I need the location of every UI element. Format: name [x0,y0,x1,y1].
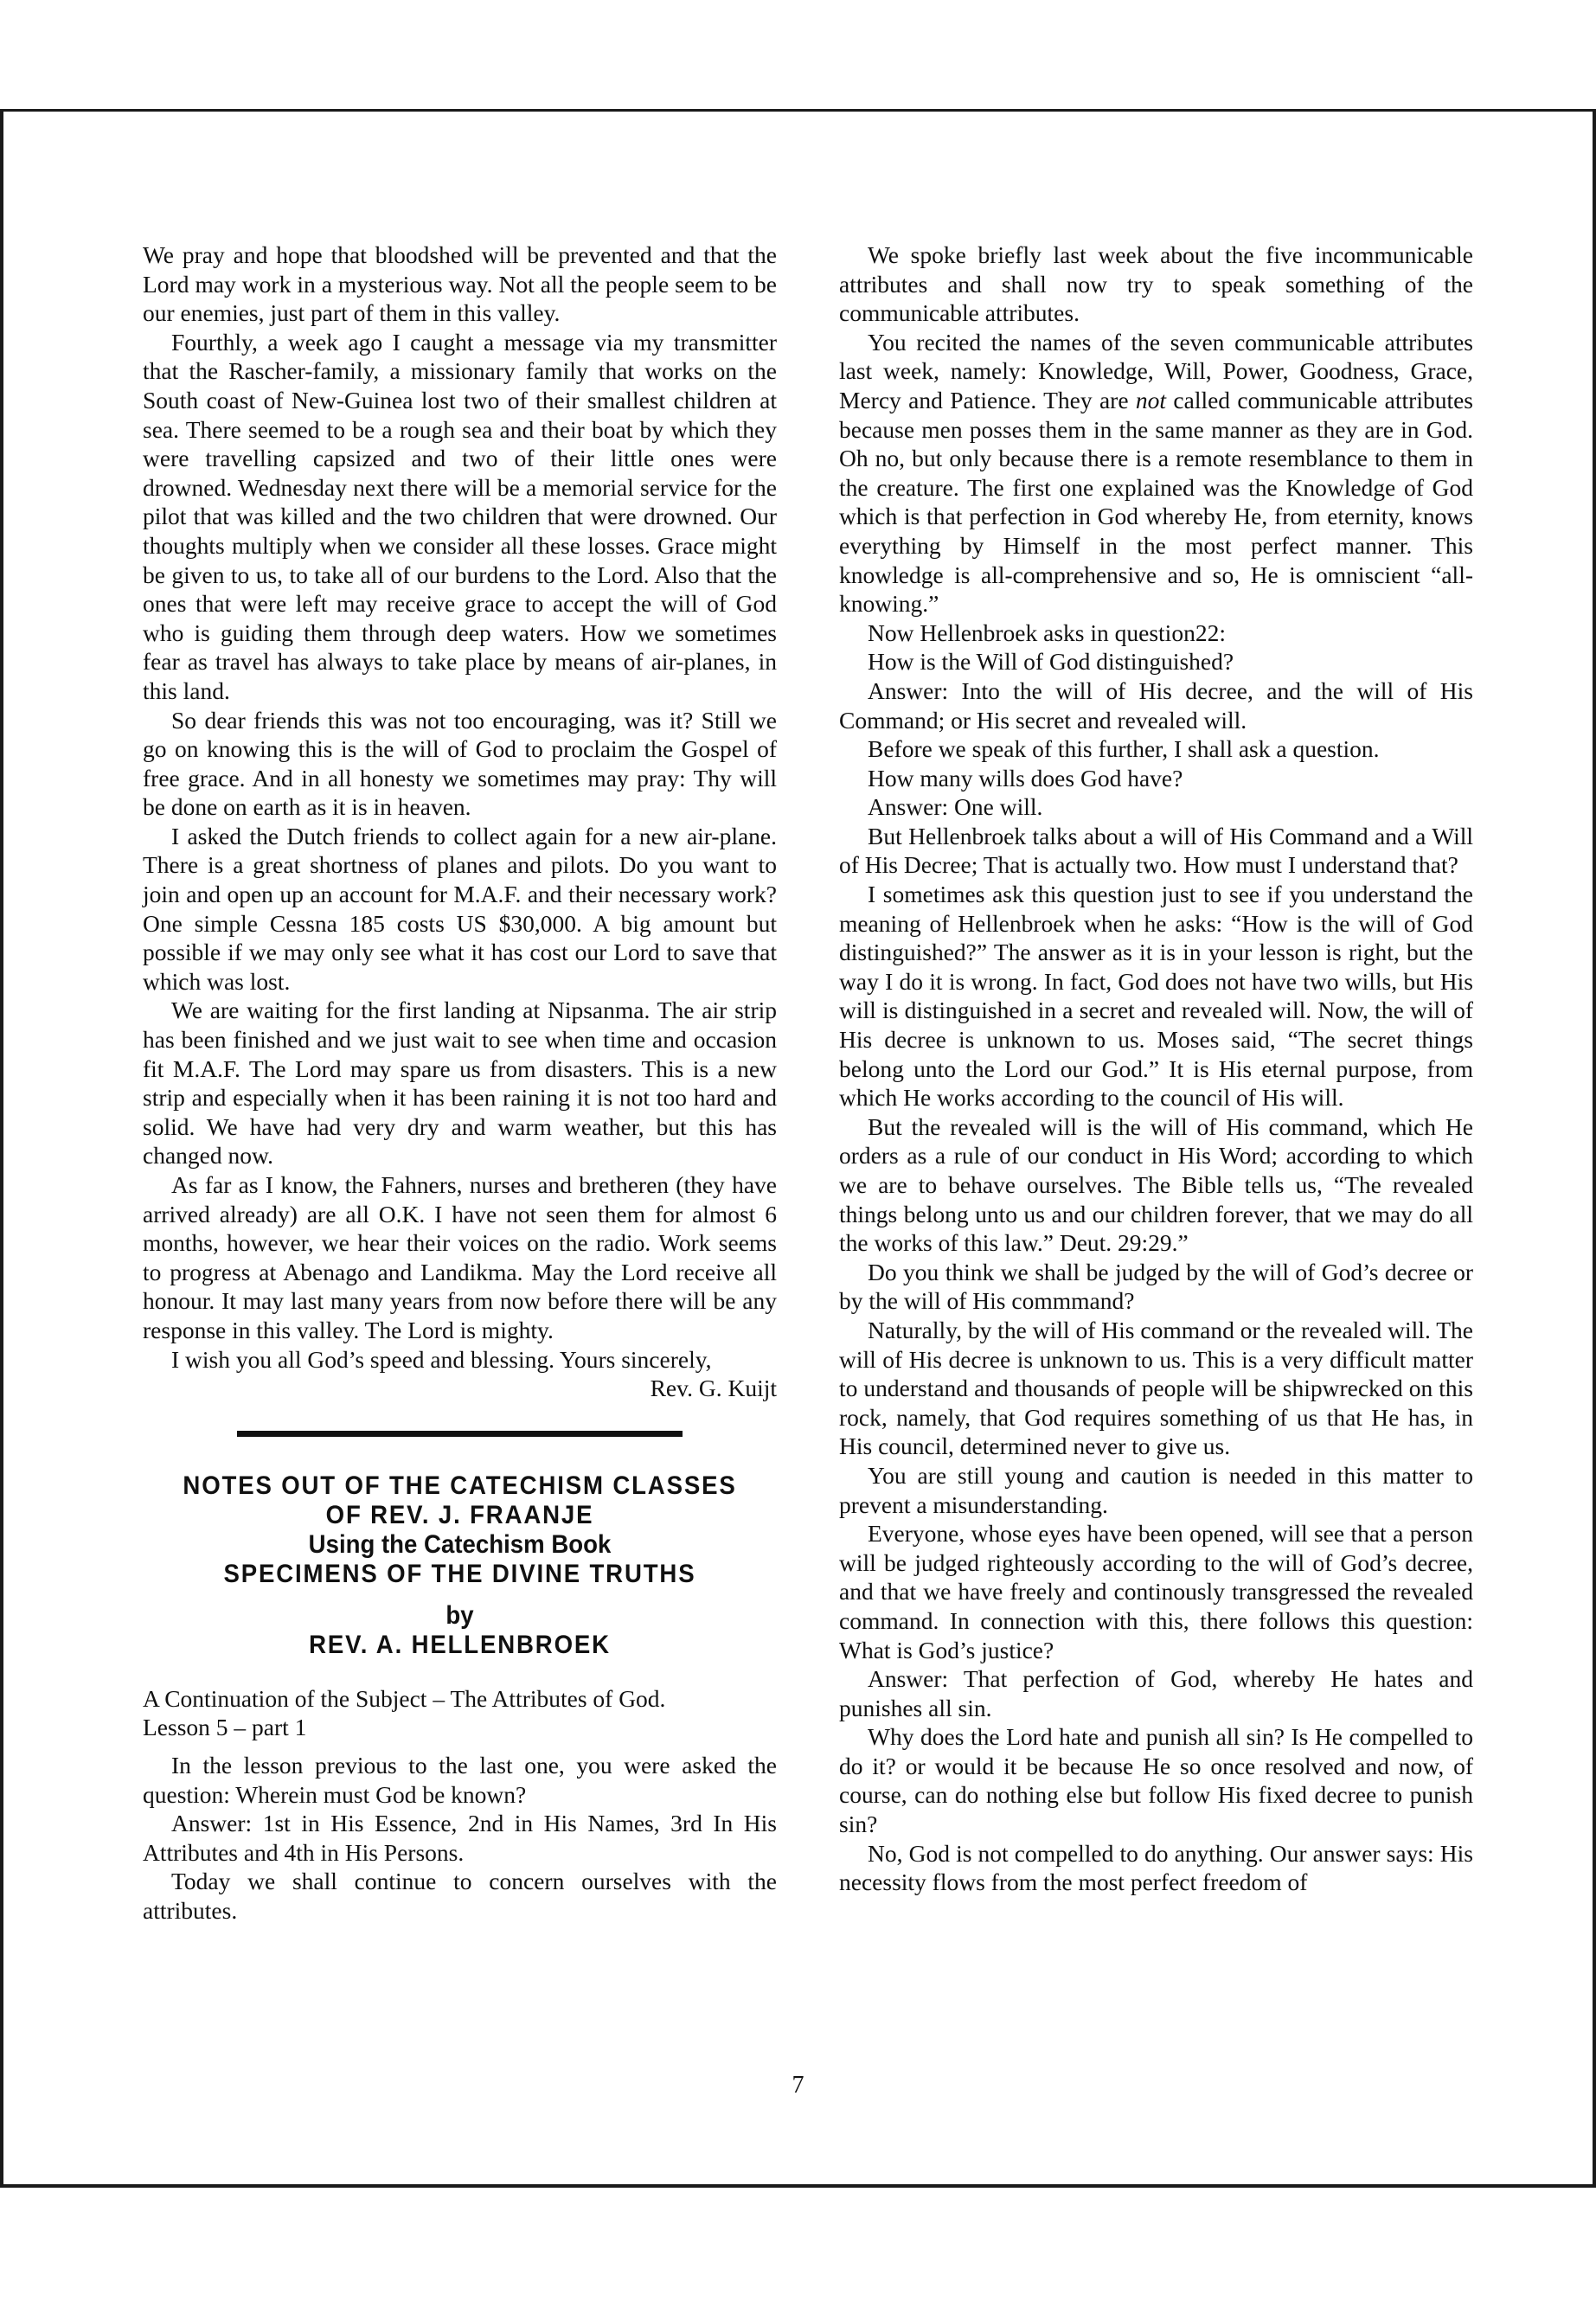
letter-signature: Rev. G. Kuijt [650,1375,777,1402]
left-column [143,240,777,1926]
letter-paragraph: As far as I know, the Fahners, nurses and bretheren (they have arrived already) are all O.K. I have not seen them for almost 6 months, however, we hear their voices on the radio. Work seems to progress at Abenago and Landikma. May the Lord receive all honour. It may last many years from now before there will be any response in this valley. The Lord is mighty. [143,1171,777,1343]
lesson-paragraph: Answer: That perfection of God, whereby He hates and punishes all sin. [839,1665,1473,1721]
page-number: 7 [792,2072,804,2099]
lesson-paragraph: Answer: One will. [868,793,1043,821]
letter-paragraph: We pray and hope that bloodshed will be prevented and that the Lord may work in a mysterious way. Not all the people seem to be our enemies, just part of them in this valley. [143,241,777,327]
top-border-rule [0,109,1596,112]
letter-paragraph: I asked the Dutch friends to collect again for a new air-plane. There is a great shortness of planes and pilots. Do you want to join and open up an account for M.A.F. and their necessary work? One simple Cessna 185 costs US $30,000. A big amount but possible if we may only see what it has cost our Lord to save that which was lost. [143,822,777,995]
letter-paragraph: So dear friends this was not too encouraging, was it? Still we go on knowing this is the will of God to proclaim the Gospel of free grace. And in all honesty we sometimes may pray: Thy will be done on earth as it is in heaven. [143,706,777,821]
heading-line: OF REV. J. FRAANJE [325,1500,594,1529]
lesson-intro: A Continuation of the Subject – The Attributes of God. [143,1684,666,1712]
lesson-paragraph: You are still young and caution is needed in this matter to prevent a misunderstanding. [839,1461,1473,1518]
right-border-rule [1593,109,1596,2185]
bottom-border-rule [0,2184,1596,2188]
right-column [839,240,1473,1897]
lesson-paragraph: We spoke briefly last week about the five incommunicable attributes and shall now try to speak something of the communicable attributes. [839,241,1473,327]
lesson-paragraph: But the revealed will is the will of His command, which He orders as a rule of our conduct in His Word; according to which we are to behave ourselves. The Bible tells us, “The revealed things belong unto us and our children forever, that we may do all the works of this law.” Deut. 29:29.” [839,1112,1473,1257]
lesson-paragraph: How is the Will of God distinguished? [868,648,1234,676]
lesson-paragraph [839,328,1473,619]
lesson-paragraph: Naturally, by the will of His command or the revealed will. The will of His decree is unknown to us. This is a very difficult matter to understand and thousands of people will be shipwrecked on this rock, namely, that God requires something of us that He has, in His council, determined never to give us. [839,1316,1473,1460]
lesson-paragraph: I sometimes ask this question just to see if you understand the meaning of Hellenbroek when he asks: “How is the will of God distinguished?” The answer as it is in your lesson is right, but the way I do it is wrong. In fact, God does not have two wills, but His will is distinguished in a secret and revealed will. Now, the will of His decree is unknown to us. Moses said, “The secret things belong unto the Lord our God.” It is His eternal purpose, from which He works according to the council of His will. [839,881,1473,1112]
heading-line: by [445,1600,474,1630]
heading-line: SPECIMENS OF THE DIVINE TRUTHS [223,1559,696,1588]
left-border-rule [0,109,3,2185]
lesson-paragraph: In the lesson previous to the last one, you were asked the question: Wherein must God be known? [143,1751,777,1808]
text-span: called communicable attributes because men posses them in the same manner as they are in God. Oh no, but only because there is a remote resemblance to them in the creature. The first one explained was the Knowledge of God which is that perfection in God whereby He, from eternity, knows everything by Himself in the most perfect manner. This knowledge is all-comprehensive and so, He is omniscient “all-knowing.” [839,386,1474,618]
heading-line: Using the Catechism Book [308,1529,612,1559]
lesson-paragraph: Do you think we shall be judged by the will of God’s decree or by the will of His commmand? [839,1258,1473,1315]
lesson-paragraph: How many wills does God have? [868,764,1183,792]
heading-line: REV. A. HELLENBROEK [309,1630,611,1659]
section-heading [168,1471,751,1660]
section-divider [237,1431,683,1437]
lesson-paragraph: Today we shall continue to concern ourselves with the attributes. [143,1868,777,1924]
lesson-intro: Lesson 5 – part 1 [143,1714,307,1741]
lesson-paragraph: Everyone, whose eyes have been opened, will see that a person will be judged righteously according to the will of God’s decree, and that we have freely and continously transgressed the revealed command. In connection with this, there follows this question: What is God’s justice? [839,1520,1473,1663]
lesson-paragraph: Answer: 1st in His Essence, 2nd in His Names, 3rd In His Attributes and 4th in His Persons. [143,1810,777,1866]
text-span: You recited the names of the seven communicable attributes last week, namely: Knowledge, Will, Power, Goodness, Grace, Mercy and Patience. They are [839,328,1473,413]
lesson-paragraph: Before we speak of this further, I shall ask a question. [868,735,1380,763]
letter-closing: I wish you all God’s speed and blessing. Yours sincerely, [171,1345,712,1373]
lesson-paragraph: But Hellenbroek talks about a will of His Command and a Will of His Decree; That is actually two. How must I understand that? [839,822,1473,879]
letter-paragraph: Fourthly, a week ago I caught a message via my transmitter that the Rascher-family, a missionary family that works on the South coast of New-Guinea lost two of their smallest children at sea. There seemed to be a rough sea and their boat by which they were travelling capsized and two of their little ones were drowned. Wednesday next there will be a memorial service for the pilot that was killed and the two children that were drowned. Our thoughts multiply when we consider all these losses. Grace might be given to us, to take all of our burdens to the Lord. Also that the ones that were left may receive grace to accept the will of God who is guiding them through deep waters. How we sometimes fear as travel has always to take place by means of air-planes, in this land. [143,328,777,704]
lesson-paragraph: Now Hellenbroek asks in question22: [868,619,1226,646]
lesson-paragraph: Why does the Lord hate and punish all sin? Is He compelled to do it? or would it be because He so once resolved and now, of course, can do nothing else but follow His fixed decree to punish sin? [839,1723,1473,1838]
emphasis-text: not [1135,386,1167,413]
letter-paragraph: We are waiting for the first landing at Nipsanma. The air strip has been finished and we just wait to see when time and occasion fit M.A.F. The Lord may spare us from disasters. This is a new strip and especially when it has been raining it is not too hard and solid. We have had very dry and warm weather, but this has changed now. [143,997,777,1170]
heading-line: NOTES OUT OF THE CATECHISM CLASSES [183,1471,737,1500]
lesson-paragraph: No, God is not compelled to do anything. Our answer says: His necessity flows from the most perfect freedom of [839,1839,1473,1896]
lesson-paragraph: Answer: Into the will of His decree, and the will of His Command; or His secret and revealed will. [839,676,1473,734]
